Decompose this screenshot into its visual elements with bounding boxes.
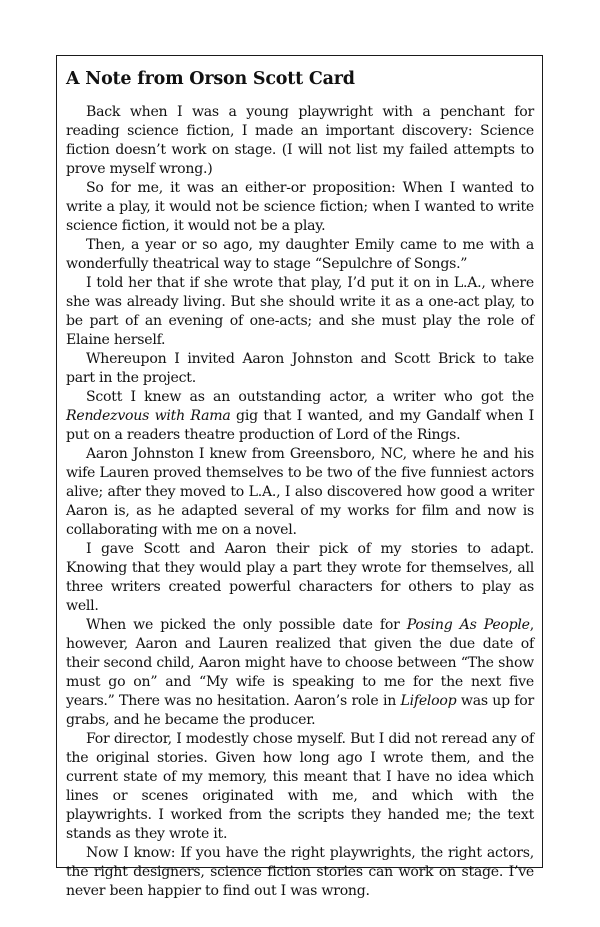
body-paragraph [66,540,534,616]
paragraph-text: Aaron Johnston I knew from Greensboro, NC, where he and his wife Lauren proved themselves to be two of the five funniest actors alive; after they moved to L.A., I also discovered how good a writer Aaron is, as he adapted several of my works for film and now is collaborating with me on a novel. [66,446,534,538]
paragraph-text: I told her that if she wrote that play, I’d put it on in L.A., where she was already living. But she should write it as a one-act play, to be part of an evening of one-acts; and she must play the role of Elaine herself. [66,275,534,348]
note-title: A Note from Orson Scott Card [66,69,355,89]
paragraph-text: Scott I knew as an outstanding actor, a writer who got the [86,389,534,405]
paragraph-text: Now I know: If you have the right playwrights, the right actors, the right designers, science fiction stories can work on stage. I’ve never been happier to find out I was wrong. [66,845,534,899]
body-paragraph [66,445,534,540]
paragraph-text: For director, I modestly chose myself. But I did not reread any of the original stories. Given how long ago I wrote them, and the current state of my memory, this meant that I have no idea which lines or scenes originated with me, and which with the playwrights. I worked from the scripts they handed me; the text stands as they wrote it. [66,731,534,842]
body-paragraph [66,730,534,844]
note-body [66,103,534,901]
body-paragraph [66,844,534,901]
italic-title-text: Posing As People [406,617,530,633]
paragraph-text: , however, Aaron and Lauren realized that given the due date of their second child, Aaron might have to choose between “The show must go on” and “My wife is speaking to me for the next five years.” There was no hesitation. Aaron’s role in [66,617,534,709]
body-paragraph [66,179,534,236]
body-paragraph [66,274,534,350]
paragraph-text: was up for grabs, and he became the producer. [66,693,534,728]
paragraph-text: Whereupon I invited Aaron Johnston and Scott Brick to take part in the project. [66,351,534,386]
paragraph-text: Back when I was a young playwright with a penchant for reading science fiction, I made an important discovery: Science fiction doesn’t work on stage. (I will not list my failed attempts to prove myself wrong.) [66,104,534,177]
note-box [56,55,543,899]
body-paragraph [66,236,534,274]
italic-title-text: Rendezvous with Rama [66,408,231,424]
body-paragraph [66,350,534,388]
body-paragraph [66,103,534,179]
paragraph-text: When we picked the only possible date for [86,617,407,633]
body-paragraph [66,616,534,730]
paragraph-text: Then, a year or so ago, my daughter Emily came to me with a wonderfully theatrical way to stage “Sepulchre of Songs.” [66,237,534,272]
italic-title-text: Lifeloop [400,693,457,709]
paragraph-text: So for me, it was an either-or proposition: When I wanted to write a play, it would not be science fiction; when I wanted to write science fiction, it would not be a play. [66,180,534,234]
paragraph-text: gig that I wanted, and my Gandalf when I put on a readers theatre production of Lord of the Rings. [66,408,534,443]
body-paragraph [66,388,534,445]
paragraph-text: I gave Scott and Aaron their pick of my stories to adapt. Knowing that they would play a part they wrote for themselves, all three writers created powerful characters for others to play as well. [66,541,534,614]
